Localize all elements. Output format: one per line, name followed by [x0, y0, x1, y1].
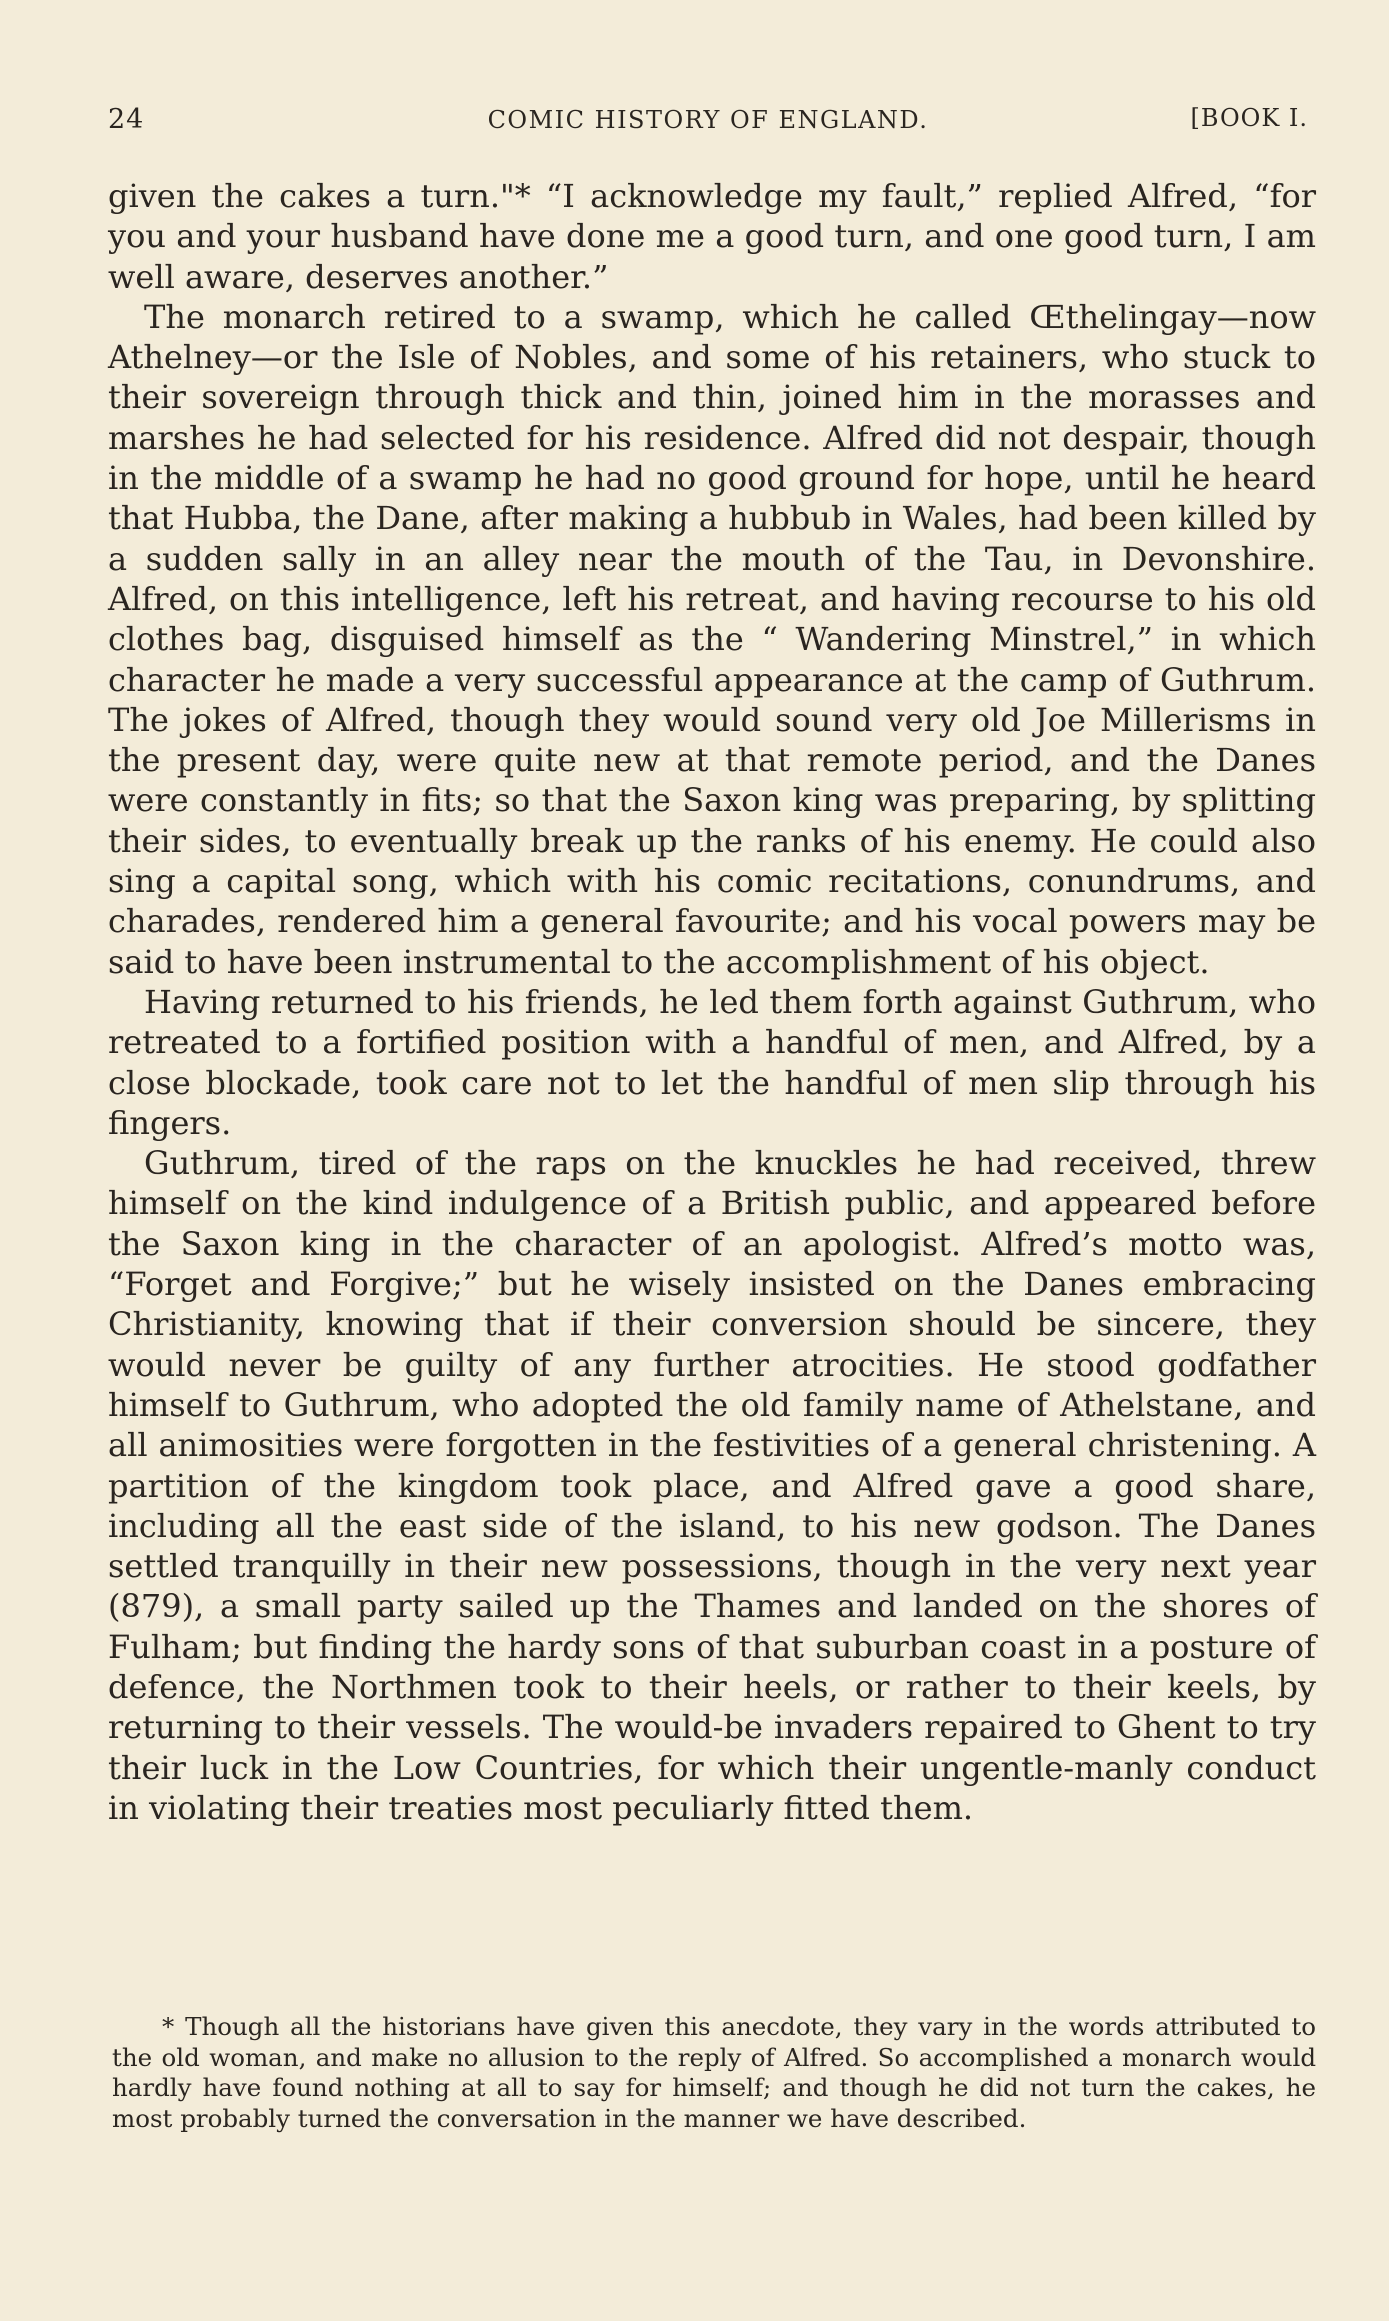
page-header: [108, 104, 1308, 144]
paragraph: The monarch retired to a swamp, which he called Œthelingay—now Athelney—or the Isle of Nobles, and some of his retainers, who stuck to their sovereign through thick and thin, joined him in the morasses and marshes he had selected for his residence. Alfred did not despair, though in the middle of a swamp he had no good ground for hope, until he heard that Hubba, the Dane, after making a hubbub in Wales, had been killed by a sudden sally in an alley near the mouth of the Tau, in Devonshire. Alfred, on this intelligence, left his retreat, and having recourse to his old clothes bag, disguised himself as the “ Wandering Minstrel,” in which character he made a very successful appearance at the camp of Guthrum. The jokes of Alfred, though they would sound very old Joe Millerisms in the present day, were quite new at that remote period, and the Danes were constantly in fits; so that the Saxon king was preparing, by splitting their sides, to eventually break up the ranks of his enemy. He could also sing a capital song, which with his comic recitations, conundrums, and charades, rendered him a general favourite; and his vocal powers may be said to have been instrumental to the accomplishment of his object.: [108, 297, 1316, 981]
paragraph: Guthrum, tired of the raps on the knuckles he had received, threw himself on the kind indulgence of a British public, and appeared before the Saxon king in the character of an apologist. Alfred’s motto was, “Forget and Forgive;” but he wisely insisted on the Danes embracing Christianity, knowing that if their conversion should be sincere, they would never be guilty of any further atrocities. He stood godfather himself to Guthrum, who adopted the old family name of Athelstane, and all animosities were forgotten in the festivities of a general christening. A partition of the kingdom took place, and Alfred gave a good share, including all the east side of the island, to his new godson. The Danes settled tranquilly in their new possessions, though in the very next year (879), a small party sailed up the Thames and landed on the shores of Fulham; but finding the hardy sons of that suburban coast in a posture of defence, the Northmen took to their heels, or rather to their keels, by returning to their vessels. The would-be invaders repaired to Ghent to try their luck in the Low Countries, for which their ungentle-manly conduct in violating their treaties most peculiarly fitted them.: [108, 1144, 1316, 1827]
footnote: * Though all the historians have given this anecdote, they vary in the words attributed to the old woman, and make no allusion to the reply of Alfred. So accomplished a monarch would hardly have found nothing at all to say for himself; and though he did not turn the cakes, he most probably turned the conversation in the manner we have described.: [112, 2012, 1316, 2133]
book-marker: [BOOK I.: [1190, 104, 1308, 132]
paragraph: given the cakes a turn."* “I acknowledge my fault,” replied Alfred, “for you and your husband have done me a good turn, and one good turn, I am well aware, deserves another.”: [108, 177, 1316, 296]
body-text: [108, 176, 1316, 1828]
page-number: 24: [108, 104, 145, 135]
paragraph: Having returned to his friends, he led them forth against Guthrum, who retreated to a fortified position with a handful of men, and Alfred, by a close blockade, took care not to let the handful of men slip through his fingers.: [108, 982, 1316, 1142]
running-title: COMIC HISTORY OF ENGLAND.: [487, 106, 929, 134]
